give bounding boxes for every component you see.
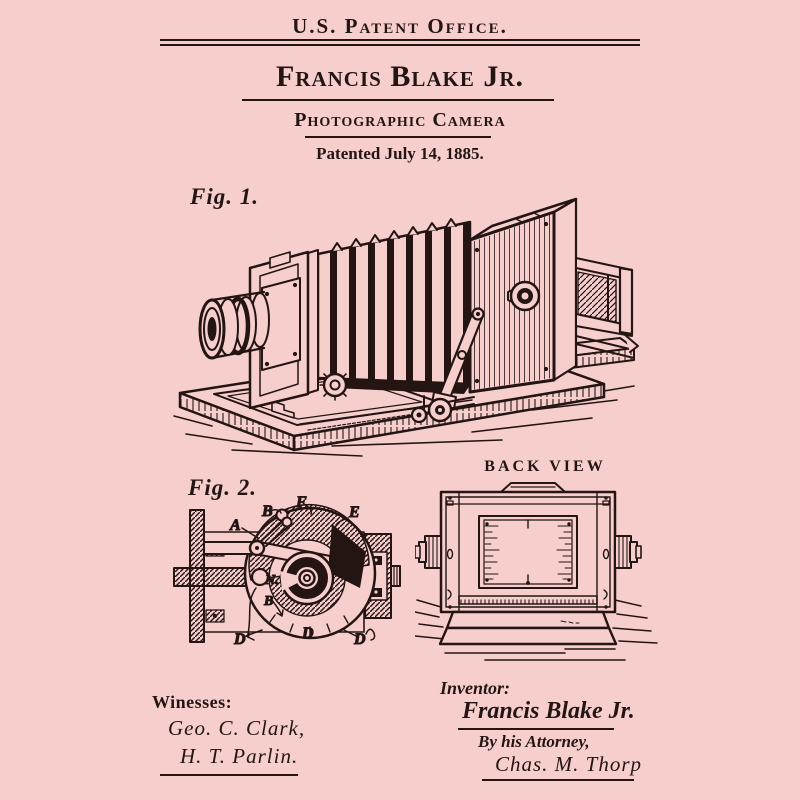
fig2-letter-a: A: [230, 517, 241, 534]
witness-signature-1: Geo. C. Clark,: [168, 716, 306, 740]
ground-glass-panel: [479, 516, 577, 588]
attorney-line: By his Attorney,: [478, 732, 590, 751]
back-view-label: BACK VIEW: [484, 458, 606, 475]
fig2-letter-d-right: D: [354, 631, 366, 648]
right-knob: [615, 536, 641, 568]
fig1-label: Fig. 1.: [190, 184, 259, 209]
header-double-rule: [160, 39, 640, 46]
patent-date: Patented July 14, 1885.: [316, 144, 484, 163]
witness-signature-2: H. T. Parlin.: [180, 744, 299, 768]
back-view-drawing: [415, 478, 675, 668]
fig1-camera-drawing: [172, 188, 647, 460]
fig2-letter-e: E: [349, 504, 360, 521]
fig2-letter-d-mid: D: [302, 625, 314, 642]
inventor-heading: Inventor:: [440, 678, 511, 698]
backview-base: [440, 596, 616, 644]
fig2-letter-d-left: D': [234, 631, 250, 648]
fig2-mechanism-drawing: [160, 492, 425, 667]
camera-rear-box: [470, 199, 576, 392]
inventor-name-heading: Francis Blake Jr.: [275, 60, 525, 93]
fig2-letter-b-top: B: [262, 503, 273, 520]
lens-barrel: [200, 292, 269, 358]
fig2-letter-b-mid: B: [264, 594, 274, 609]
witnesses-heading: Winesses:: [152, 692, 233, 712]
focus-gear: [320, 370, 350, 400]
inventor-signature: Francis Blake Jr.: [462, 698, 635, 724]
inventor-name-underline: [242, 99, 554, 101]
left-knob: [415, 536, 441, 568]
inventor-underline: [458, 728, 614, 730]
fig2-letter-f: F: [296, 494, 307, 511]
witness-underline: [160, 774, 298, 776]
fig2-label: Fig. 2.: [188, 475, 257, 500]
invention-title-heading: Photographic Camera: [294, 109, 506, 131]
attorney-signature: Chas. M. Thorp: [495, 752, 643, 776]
attorney-underline: [482, 779, 634, 781]
bellows: [318, 219, 470, 384]
fig2-letter-n: N.: [265, 573, 279, 588]
invention-title-underline: [305, 136, 491, 138]
disc-hub: [280, 552, 333, 604]
patent-office-heading: U.S. Patent Office.: [292, 14, 508, 38]
